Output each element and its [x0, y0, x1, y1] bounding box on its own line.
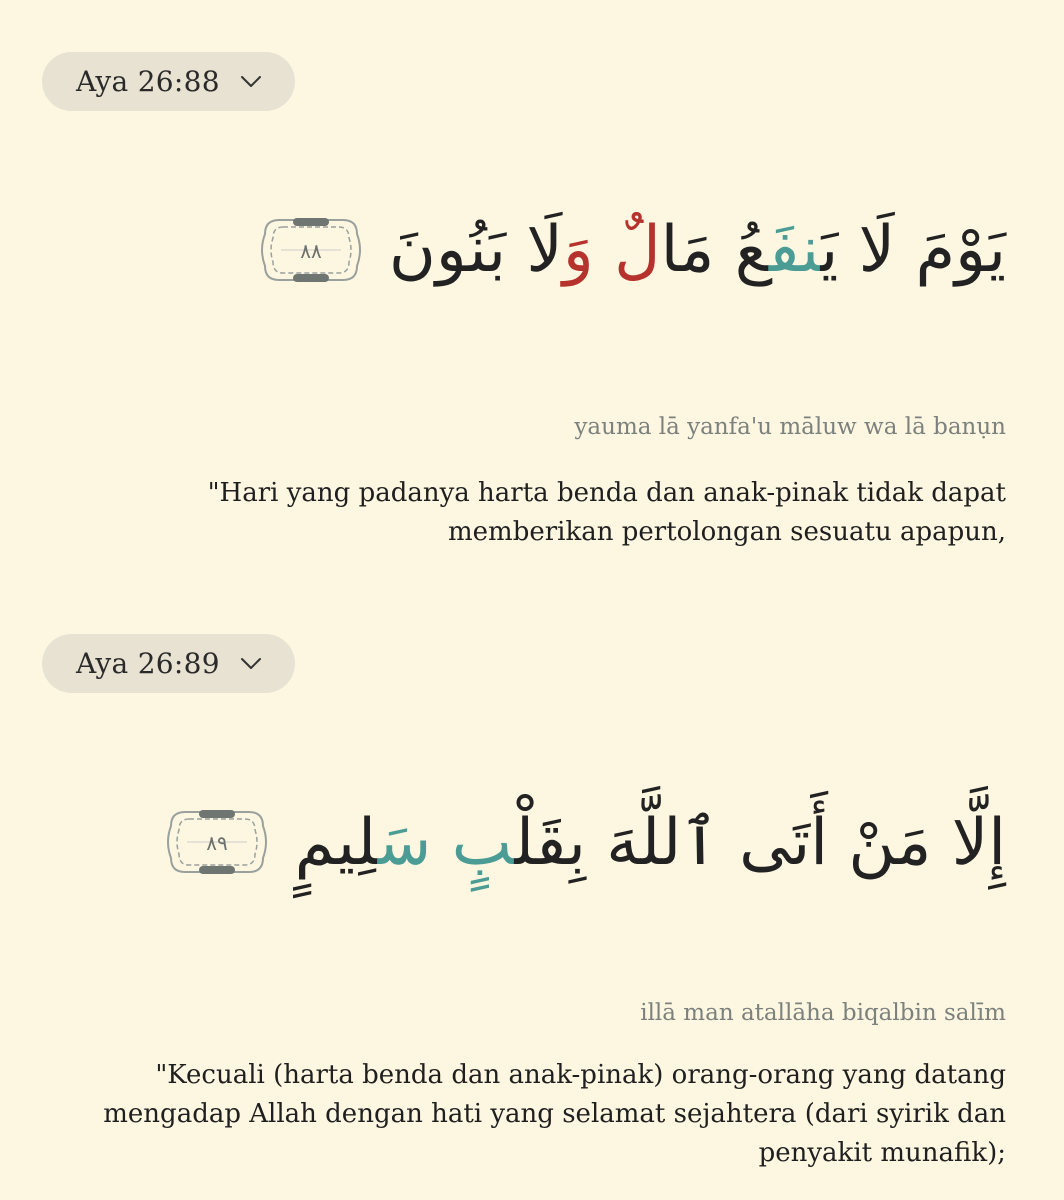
- verse-number-medallion-icon: [259, 212, 363, 288]
- arabic-verse-row: [259, 212, 1006, 288]
- verse-number: ٨٩: [205, 831, 228, 855]
- chevron-down-icon: [240, 657, 262, 671]
- verse-number: ٨٨: [300, 239, 322, 263]
- verse-number-medallion-icon: [165, 804, 269, 880]
- arabic-text: إِلَّا مَنْ أَتَى ٱللَّهَ بِقَلْبٍ سَلِيمٍ: [294, 805, 1006, 880]
- chevron-down-icon: [240, 75, 262, 89]
- aya-label: Aya 26:88: [76, 65, 220, 98]
- aya-selector-button[interactable]: [42, 634, 295, 693]
- transliteration: illā man atallāha biqalbin salīm: [640, 1000, 1006, 1026]
- aya-label: Aya 26:89: [76, 647, 220, 680]
- arabic-verse-row: [165, 804, 1006, 880]
- translation: "Kecuali (harta benda dan anak-pinak) orang-orang yang datang mengadap Allah dengan hati yang selamat sejahtera (dari syirik dan penyakit munafik);: [103, 1060, 1006, 1168]
- translation: "Hari yang padanya harta benda dan anak-pinak tidak dapat memberikan pertolongan sesuatu apapun,: [207, 478, 1006, 547]
- aya-selector-button[interactable]: [42, 52, 295, 111]
- transliteration: yauma lā yanfa'u māluw wa lā banụn: [574, 414, 1006, 440]
- arabic-text: يَوْمَ لَا يَنفَعُ مَالٌ وَلَا بَنُونَ: [388, 213, 1006, 287]
